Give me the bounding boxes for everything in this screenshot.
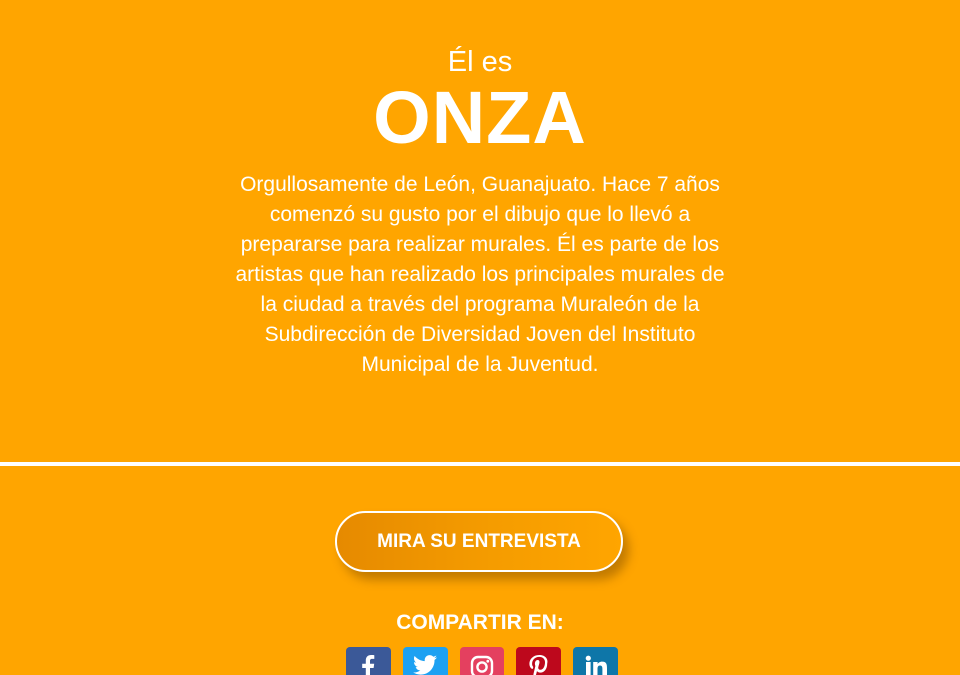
share-pinterest-button[interactable] — [516, 647, 561, 675]
share-instagram-button[interactable] — [460, 647, 505, 675]
instagram-icon — [470, 655, 494, 675]
linkedin-icon — [585, 655, 607, 675]
facebook-icon — [361, 655, 375, 675]
watch-interview-button[interactable]: MIRA SU ENTREVISTA — [335, 511, 623, 572]
share-twitter-button[interactable] — [403, 647, 448, 675]
social-share-bar — [346, 647, 618, 675]
pinterest-icon — [529, 655, 549, 675]
section-divider — [0, 462, 960, 466]
artist-name-title: ONZA — [373, 76, 587, 159]
share-facebook-button[interactable] — [346, 647, 391, 675]
share-linkedin-button[interactable] — [573, 647, 618, 675]
twitter-icon — [413, 655, 437, 675]
share-label: COMPARTIR EN: — [396, 611, 564, 634]
artist-bio: Orgullosamente de León, Guanajuato. Hace 7 años comenzó su gusto por el dibujo que lo llevó a prepararse para realizar murales. Él es parte de los artistas que han realizado los principales murales de la ciudad a través del programa Muraleón de la Subdirección de Diversidad Joven del Instituto Municipal de la Juventud. — [235, 173, 725, 376]
pretitle: Él es — [447, 46, 513, 78]
